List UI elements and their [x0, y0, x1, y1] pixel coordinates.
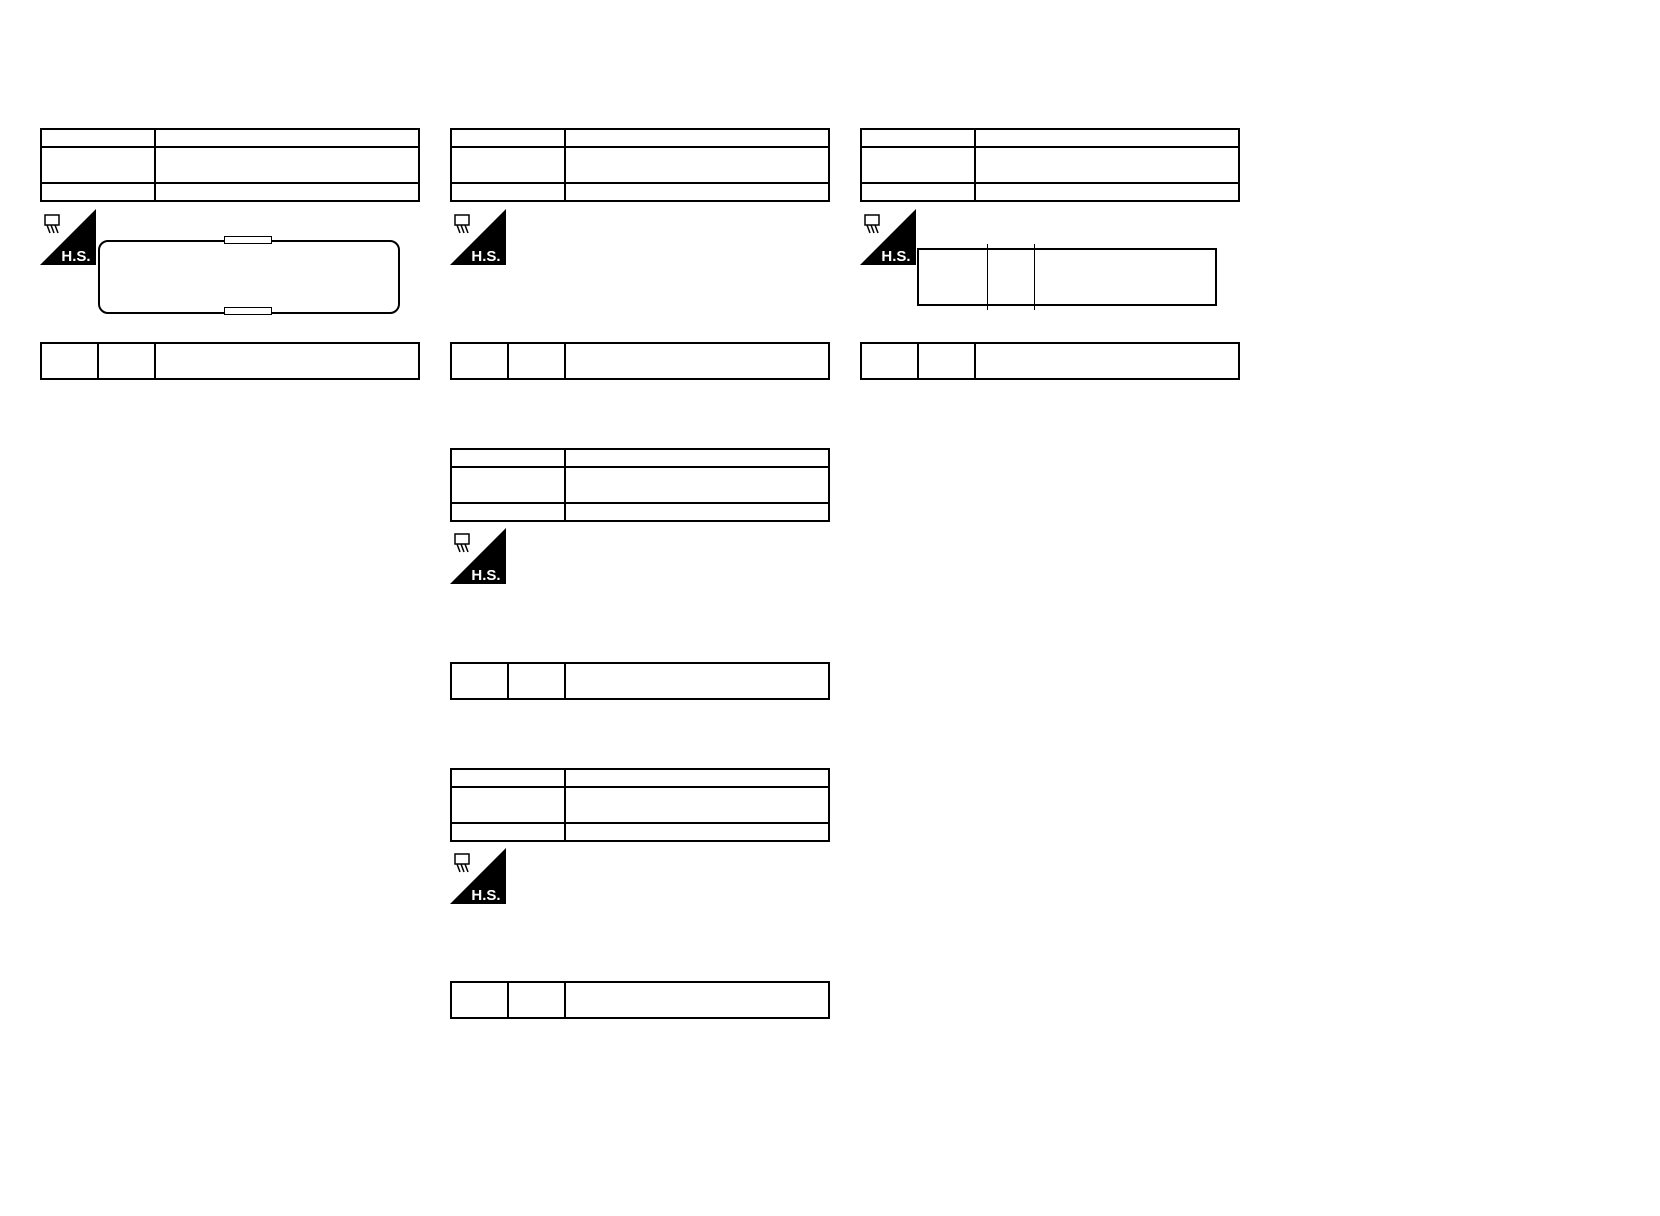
hs-label: H.S.	[471, 248, 501, 265]
connector-name-label	[451, 787, 565, 823]
connector-name-value	[565, 467, 829, 503]
connector-name-value	[565, 147, 829, 183]
connector-name-value	[155, 147, 419, 183]
connector-d31-section	[40, 128, 420, 202]
signal-header	[565, 343, 829, 379]
connector-info-table	[450, 448, 830, 522]
terminal-table-d31-wrap	[40, 342, 420, 380]
connector-no-label	[451, 129, 565, 147]
terminal-table	[40, 342, 420, 380]
connector-type-label	[451, 503, 565, 521]
connector-no-label	[41, 129, 155, 147]
connector-type-label	[451, 183, 565, 201]
connector-name-label	[451, 467, 565, 503]
terminal-table	[450, 662, 830, 700]
color-header	[508, 982, 565, 1018]
terminal-table	[450, 342, 830, 380]
terminal-header	[861, 343, 918, 379]
color-header	[918, 343, 975, 379]
connector-type-label	[861, 183, 975, 201]
connector-name-label	[861, 147, 975, 183]
hs-label: H.S.	[61, 248, 91, 265]
terminal-table-d41-wrap	[450, 662, 830, 700]
connector-d46-section	[450, 768, 830, 842]
connector-type-value	[975, 183, 1239, 201]
signal-header	[565, 663, 829, 699]
connector-no-value	[155, 129, 419, 147]
connector-d41-section	[450, 448, 830, 522]
connector-no-value	[975, 129, 1239, 147]
connector-info-table	[450, 128, 830, 202]
signal-header	[155, 343, 419, 379]
connector-e5-section	[860, 128, 1240, 202]
connector-info-table	[450, 768, 830, 842]
terminal-header	[41, 343, 98, 379]
terminal-table-e5-wrap	[860, 342, 1240, 380]
terminal-header	[451, 663, 508, 699]
terminal-header	[451, 982, 508, 1018]
connector-d32-section	[450, 128, 830, 202]
harness-side-icon	[40, 209, 96, 265]
terminal-table	[450, 981, 830, 1019]
connector-type-value	[155, 183, 419, 201]
connector-face-d31	[98, 236, 398, 314]
connector-type-value	[565, 823, 829, 841]
connector-type-label	[451, 823, 565, 841]
color-header	[508, 663, 565, 699]
connector-no-label	[451, 449, 565, 467]
hs-label: H.S.	[471, 567, 501, 584]
hs-label: H.S.	[471, 887, 501, 904]
connector-name-label	[41, 147, 155, 183]
connector-type-label	[41, 183, 155, 201]
terminal-table-d32-wrap	[450, 342, 830, 380]
signal-header	[975, 343, 1239, 379]
terminal-header	[451, 343, 508, 379]
connector-no-label	[451, 769, 565, 787]
connector-name-value	[565, 787, 829, 823]
color-header	[98, 343, 155, 379]
harness-side-icon	[450, 528, 506, 584]
connector-name-value	[975, 147, 1239, 183]
harness-side-icon	[450, 848, 506, 904]
signal-header	[565, 982, 829, 1018]
connector-no-value	[565, 449, 829, 467]
connector-face-e5	[917, 244, 1217, 310]
connector-no-label	[861, 129, 975, 147]
connector-info-table	[860, 128, 1240, 202]
terminal-table	[860, 342, 1240, 380]
connector-info-table	[40, 128, 420, 202]
harness-side-icon	[450, 209, 506, 265]
connector-no-value	[565, 769, 829, 787]
connector-no-value	[565, 129, 829, 147]
color-header	[508, 343, 565, 379]
hs-label: H.S.	[881, 248, 911, 265]
connector-name-label	[451, 147, 565, 183]
terminal-table-d46-wrap	[450, 981, 830, 1019]
harness-side-icon	[860, 209, 916, 265]
connector-type-value	[565, 183, 829, 201]
connector-type-value	[565, 503, 829, 521]
